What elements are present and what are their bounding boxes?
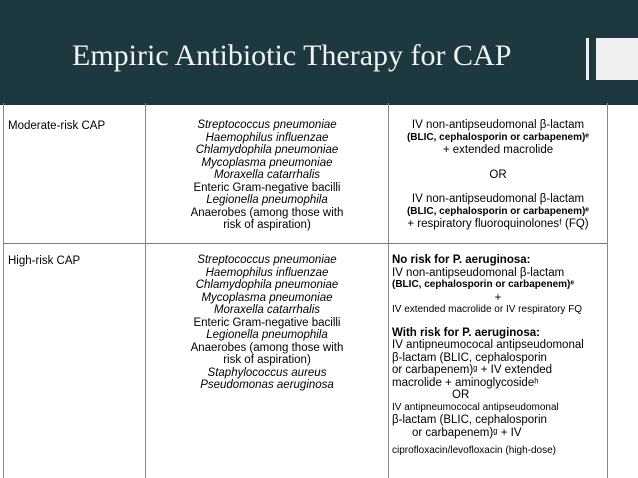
therapy-heading: No risk for P. aeruginosa: bbox=[392, 254, 531, 266]
therapy-line: IV non-antipseudomonal β-lactam bbox=[411, 193, 585, 205]
organism-item: Anaerobes (among those with bbox=[190, 341, 344, 354]
therapy-line: IV antipneumococal antipseudomonal bbox=[392, 339, 584, 351]
organism-item: risk of aspiration) bbox=[223, 354, 311, 366]
column-line bbox=[3, 103, 4, 478]
organism-item: Moraxella catarrhalis bbox=[213, 169, 321, 181]
organism-item: Streptococcus pneumoniae bbox=[197, 254, 337, 266]
therapy-line: IV antipneumococal antipseudomonal bbox=[392, 401, 559, 413]
therapy-line: (BLIC, cephalosporin or carbapenem)ᵉ bbox=[406, 131, 590, 143]
row-label-moderate: Moderate-risk CAP bbox=[8, 120, 106, 132]
therapy-heading: With risk for P. aeruginosa: bbox=[392, 326, 540, 339]
organism-item: Legionella pneumophila bbox=[206, 194, 328, 206]
therapy-line: (BLIC, cephalosporin or carbapenem)ᵉ bbox=[406, 205, 590, 217]
table-top-border bbox=[0, 103, 638, 105]
therapy-line: IV non-antipseudomonal β-lactam bbox=[411, 119, 585, 131]
organism-item: Pseudomonas aeruginosa bbox=[200, 379, 334, 391]
organism-item: Streptococcus pneumoniae bbox=[197, 119, 337, 131]
therapy-line: + respiratory fluoroquinolonesᶠ (FQ) bbox=[407, 218, 589, 230]
organism-item: Mycoplasma pneumoniae bbox=[201, 156, 333, 169]
organisms-high bbox=[150, 254, 384, 392]
organism-item: Chlamydophila pneumoniae bbox=[195, 144, 339, 156]
therapy-table bbox=[0, 103, 638, 478]
slide-title: Empiric Antibiotic Therapy for CAP bbox=[72, 39, 512, 72]
column-line bbox=[145, 103, 146, 478]
therapy-or: OR bbox=[489, 168, 507, 181]
decorative-bar-thin bbox=[586, 38, 589, 80]
therapy-line: + bbox=[494, 291, 502, 304]
column-line bbox=[388, 103, 389, 478]
organism-item: Legionella pneumophila bbox=[206, 329, 328, 341]
organisms-moderate bbox=[150, 119, 384, 232]
column-line bbox=[607, 103, 608, 478]
therapy-line: or carbapenem)ᵍ + IV bbox=[412, 426, 522, 439]
therapy-line: β-lactam (BLIC, cephalosporin bbox=[392, 351, 547, 364]
organism-item: Haemophilus influenzae bbox=[205, 131, 329, 144]
organism-item: Anaerobes (among those with bbox=[190, 206, 344, 219]
organism-item: Haemophilus influenzae bbox=[205, 266, 329, 279]
organism-item: Enteric Gram-negative bacilli bbox=[193, 181, 341, 194]
therapy-line: IV non-antipseudomonal β-lactam bbox=[392, 266, 565, 279]
organism-item: Mycoplasma pneumoniae bbox=[201, 291, 333, 304]
organism-item: Chlamydophila pneumoniae bbox=[195, 279, 339, 291]
row-divider bbox=[3, 243, 608, 244]
row-label-high: High-risk CAP bbox=[8, 255, 81, 267]
therapy-moderate bbox=[392, 119, 604, 231]
therapy-line: IV extended macrolide or IV respiratory FQ bbox=[392, 304, 583, 315]
therapy-line: β-lactam (BLIC, cephalosporin bbox=[392, 414, 547, 426]
therapy-line: or carbapenem)ᵍ + IV extended bbox=[392, 364, 553, 376]
organism-item: Enteric Gram-negative bacilli bbox=[193, 316, 341, 329]
organism-item: Moraxella catarrhalis bbox=[213, 304, 321, 316]
therapy-high bbox=[392, 254, 604, 458]
decorative-bar-thick bbox=[596, 38, 638, 80]
therapy-line: + extended macrolide bbox=[442, 144, 554, 156]
therapy-line: macrolide + aminoglycosideʰ bbox=[392, 376, 539, 389]
organism-item: Staphylococcus aureus bbox=[207, 366, 327, 379]
therapy-or: OR bbox=[452, 389, 470, 401]
therapy-line: ciprofloxacin/levofloxacin (high-dose) bbox=[392, 445, 556, 456]
therapy-line: (BLIC, cephalosporin or carbapenem)ᵉ bbox=[392, 279, 575, 290]
organism-item: risk of aspiration) bbox=[223, 219, 311, 231]
